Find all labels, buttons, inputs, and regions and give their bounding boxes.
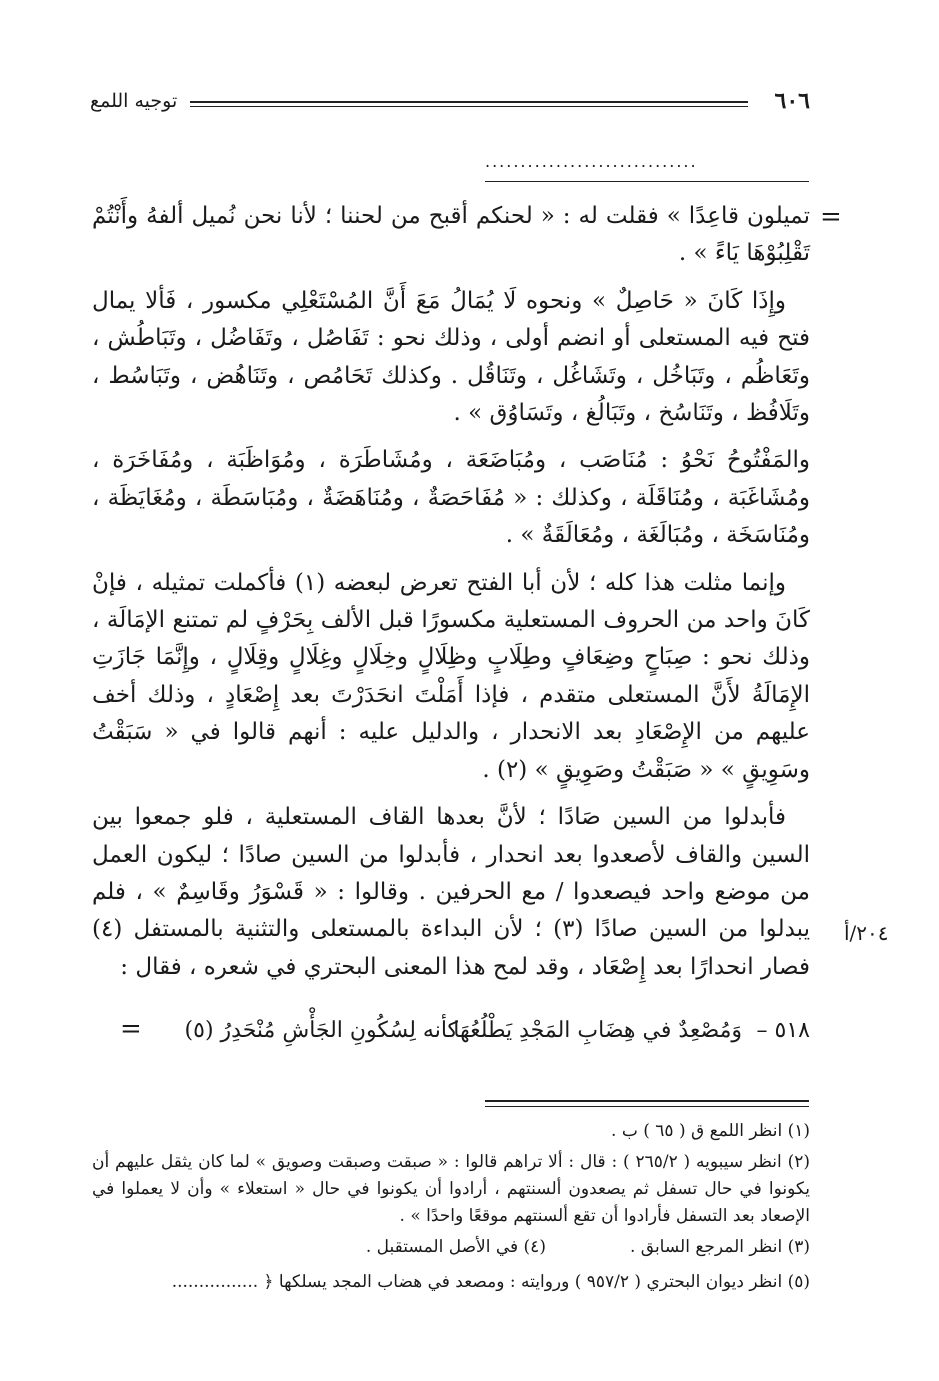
header-rule bbox=[190, 101, 748, 107]
paragraph: فأبدلوا من السين صَادًا ؛ لأنَّ بعدها القاف المستعلية ، فلو جمعوا بين السين والقاف لأصعدوا بعد انحدار ، فأبدلوا من السين صادًا ؛ ليكون العمل من موضع واحد فيصعدوا / مع الحرفين . وقالوا : « قَسْوَرُ وقَاسِمٌ » ، فلم يبدلوا من السين صادًا (٣) ؛ لأن البداءة بالمستعلى والتثنية بالمستفل (٤) فصار انحدارًا بعد إِصْعَاد ، وقد لمح هذا المعنى البحتري في شعره ، فقال : bbox=[92, 804, 810, 980]
footnotes bbox=[92, 1118, 810, 1300]
verse-first-hemistich: وَمُصْعِدٌ في هِضَابِ المَجْدِ يَطْلُعُهَا bbox=[453, 1018, 742, 1043]
footnote: (٤) في الأصل المستقبل . bbox=[365, 1237, 546, 1257]
footnote: (٥) انظر ديوان البحتري ( ٩٥٧/٢ ) وروايته : ومصعد في هضاب المجد يسلكها ﴿ ................ bbox=[171, 1272, 810, 1292]
paragraph: والمَفْتُوحُ نَحْوُ : مُنَاصَب ، ومُبَاضَعَة ، ومُشَاطَرَة ، ومُوَاظَبَة ، ومُفَاخَرَة ، ومُشَاغَبَة ، ومُنَاقَلَة ، وكذلك : « مُفَاحَصَةٌ ، ومُنَاهَضَةٌ ، ومُبَاسَطَة ، ومُغَايَظَة ، ومُنَاسَخَة ، ومُبَالَغَة ، ومُعَالَقَةٌ » . bbox=[92, 447, 810, 549]
page-number: ٦٠٦ bbox=[774, 88, 810, 114]
paragraph: وإنما مثلت هذا كله ؛ لأن أبا الفتح تعرض لبعضه (١) فأكملت تمثيله ، فإنْ كَانَ واحد من الحروف المستعلية مكسورًا قبل الألف بِحَرْفٍ لم تمتنع الإمَالَة ، وذلك نحو : صِبَاحٍ وضِعَافٍ وطِلَابٍ وظِلَالٍ وخِلَالٍ وغِلَالٍ وقِلَالٍ ، وإِنَّمَا جَازَتِ الإِمَالَةُ لأَنَّ المستعلى متقدم ، فإذا أَمَلْتَ انحَدَرْتَ بعد إِصْعَادٍ ، وذلك أخف عليهم من الإِصْعَادِ بعد الانحدار ، والدليل عليه : أنهم قالوا في « سَبَقْتُ وسَوِيقٍ » « صَبَقْتُ وصَوِيقٍ » (٢) . bbox=[92, 569, 810, 783]
page-header bbox=[90, 88, 820, 122]
footnote-rule bbox=[485, 1100, 809, 1107]
footnote: (٢) انظر سيبويه ( ٢٦٥/٢ ) : قال : ألا تراهم قالوا : « صبقت وصبقت وصويق » لما كان يثقل عليهم أن يكونوا في حال تسفل ثم يصعدون ألسنتهم ، أرادوا أن يكونوا في حال « استعلاء » وأن لا يعملوا في الإصعاد بعد التسفل فأرادوا أن تقع ألسنتهم موقعًا واحدًا » . bbox=[92, 1152, 810, 1226]
footnote-row bbox=[92, 1234, 810, 1265]
verse-number: ٥١٨ – bbox=[756, 1018, 810, 1043]
separator-rule bbox=[485, 181, 809, 182]
running-title: توجيه اللمع bbox=[90, 90, 178, 112]
separator-dots: .............................. bbox=[485, 152, 698, 171]
footnote: (١) انظر اللمع ق ( ٦٥ ) ب . bbox=[611, 1121, 810, 1141]
verse-second-hemistich: كأنه لِسُكُونِ الجَأْشِ مُنْحَدِرُ (٥) bbox=[184, 1018, 458, 1043]
main-text bbox=[92, 198, 810, 996]
continuation-mark-top: = bbox=[820, 202, 842, 232]
paragraph: وإِذَا كَانَ « حَاصِلٌ » ونحوه لَا يُمَالُ مَعَ أَنَّ المُسْتَعْلِي مكسور ، فَألا يمال فتح فيه المستعلى أو انضم أولى ، وذلك نحو : تَفَاصُل ، وتَفَاضُل ، وتَبَاطُش ، وتَعَاظُم ، وتَبَاخُل ، وتَشَاغُل ، وتَنَاقُل . وكذلك تَحَامُص ، وتَنَاهُض ، وتَبَاسُط ، وتَلَافُظ ، وتَنَاسُخ ، وتَبَالُغ ، وتَسَاوُق » . bbox=[92, 287, 810, 427]
continuation-mark-bottom: = bbox=[120, 1014, 142, 1044]
paragraph: تميلون قاعِدًا » فقلت له : « لحنكم أقبح من لحننا ؛ لأنا نحن نُميل ألفهُ وأَنْتُمْ تَقْلِبُوْهَا يَاءً » . bbox=[92, 203, 810, 267]
footnote: (٣) انظر المرجع السابق . bbox=[629, 1237, 810, 1257]
folio-marker: ٢٠٤/أ bbox=[844, 921, 889, 945]
poem-verse bbox=[92, 1018, 810, 1058]
